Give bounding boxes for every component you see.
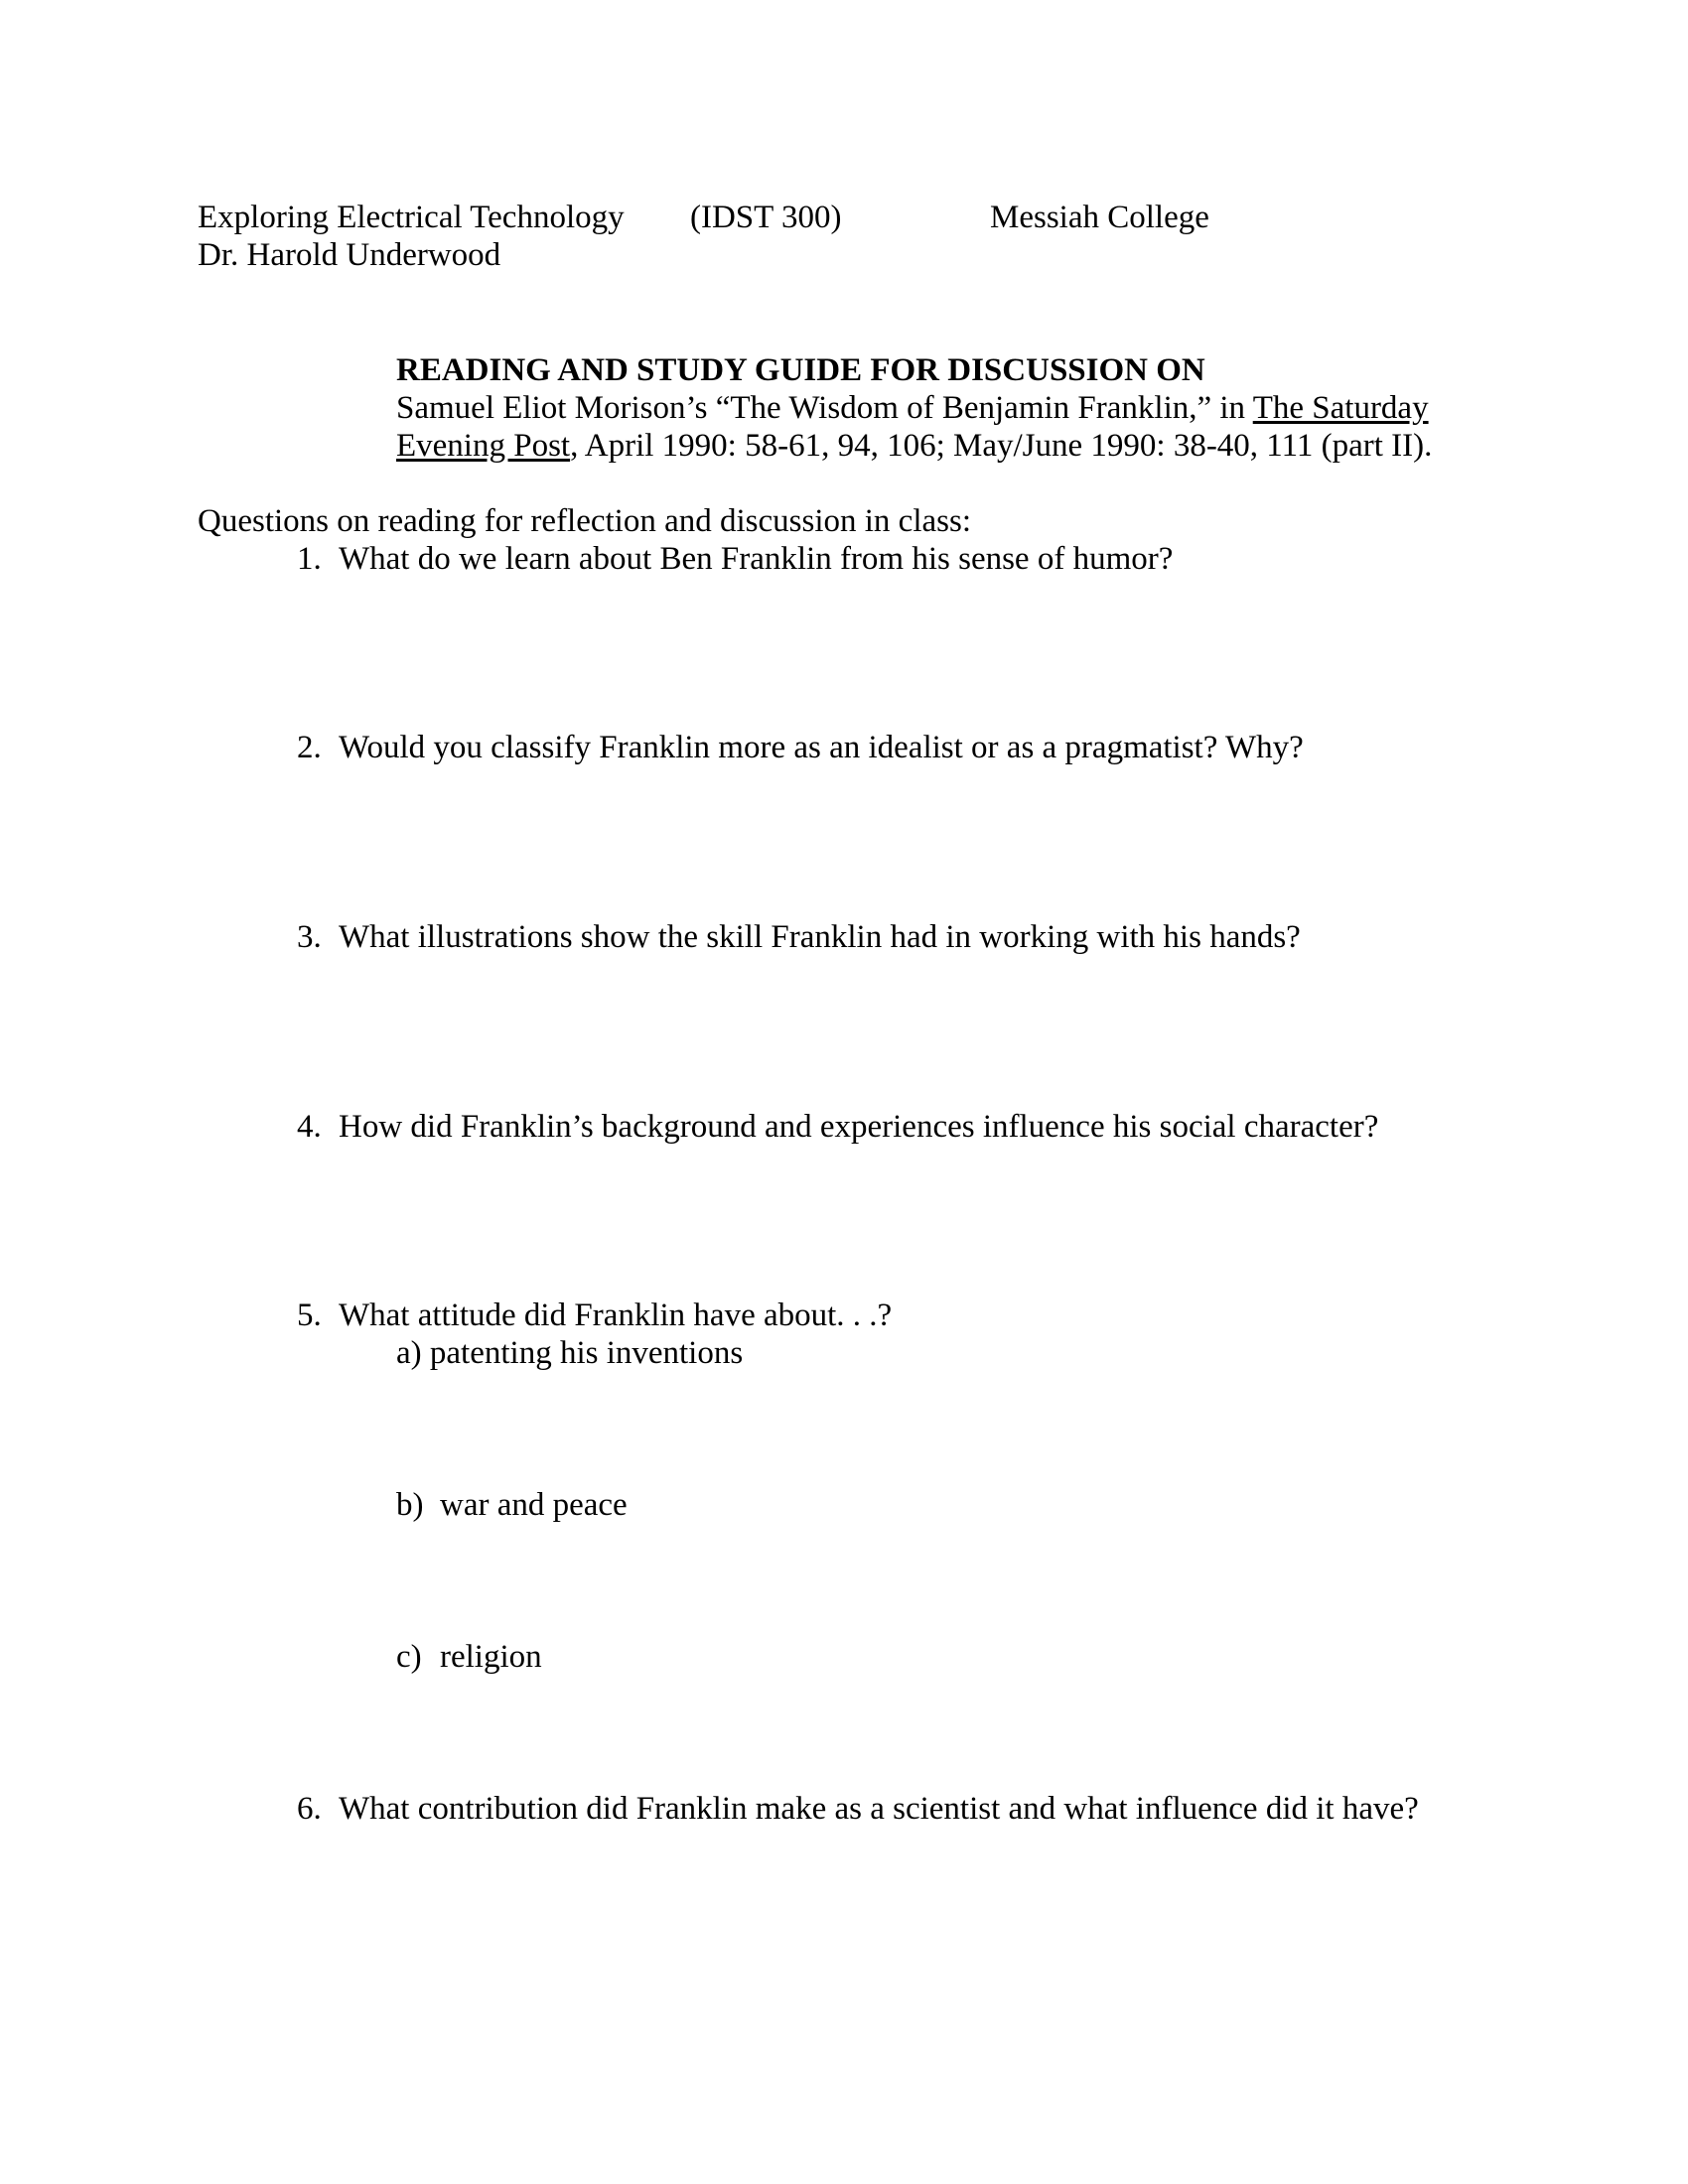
question-number: 6. bbox=[297, 1791, 322, 1827]
question-item bbox=[297, 729, 1304, 766]
question-item bbox=[297, 1108, 1378, 1146]
subitem-text: war and peace bbox=[440, 1487, 628, 1523]
publication-name-2: Evening Post bbox=[396, 428, 571, 464]
question-text: What do we learn about Ben Franklin from his sense of humor? bbox=[339, 541, 1174, 577]
subitem bbox=[396, 1486, 628, 1524]
subitem-text: religion bbox=[440, 1639, 542, 1675]
citation-line-1 bbox=[396, 389, 1429, 427]
question-number: 1. bbox=[297, 541, 322, 577]
subitem-text: patenting his inventions bbox=[429, 1335, 744, 1371]
citation-pages: , April 1990: 58-61, 94, 106; May/June 1990: 38-40, 111 (part II). bbox=[570, 428, 1433, 464]
question-text: What illustrations show the skill Franklin had in working with his hands? bbox=[339, 919, 1301, 955]
institution: Messiah College bbox=[990, 200, 1209, 235]
subitem bbox=[396, 1334, 743, 1372]
question-text: How did Franklin’s background and experiences influence his social character? bbox=[339, 1109, 1379, 1145]
subitem-letter: b) bbox=[396, 1487, 424, 1523]
course-code: (IDST 300) bbox=[690, 200, 842, 235]
instructor: Dr. Harold Underwood bbox=[198, 237, 501, 273]
citation-line-2 bbox=[396, 427, 1432, 465]
question-text: Would you classify Franklin more as an idealist or as a pragmatist? Why? bbox=[339, 730, 1304, 765]
subitem bbox=[396, 1638, 542, 1676]
subitem-letter: a) bbox=[396, 1335, 422, 1371]
guide-title: READING AND STUDY GUIDE FOR DISCUSSION ON bbox=[396, 352, 1205, 388]
question-text: What attitude did Franklin have about. . .? bbox=[339, 1297, 893, 1333]
question-item bbox=[297, 918, 1301, 956]
subitem-letter: c) bbox=[396, 1639, 422, 1675]
question-number: 4. bbox=[297, 1109, 322, 1145]
citation-author-title: Samuel Eliot Morison’s “The Wisdom of Benjamin Franklin,” in bbox=[396, 390, 1253, 426]
publication-name-1: The Saturday bbox=[1252, 390, 1429, 426]
question-item bbox=[297, 1297, 892, 1334]
question-number: 5. bbox=[297, 1297, 322, 1333]
question-text: What contribution did Franklin make as a scientist and what influence did it have? bbox=[339, 1791, 1419, 1827]
questions-intro: Questions on reading for reflection and discussion in class: bbox=[198, 503, 971, 539]
question-number: 3. bbox=[297, 919, 322, 955]
course-title: Exploring Electrical Technology bbox=[198, 200, 625, 235]
question-item bbox=[297, 1790, 1419, 1828]
question-number: 2. bbox=[297, 730, 322, 765]
question-item bbox=[297, 540, 1173, 578]
